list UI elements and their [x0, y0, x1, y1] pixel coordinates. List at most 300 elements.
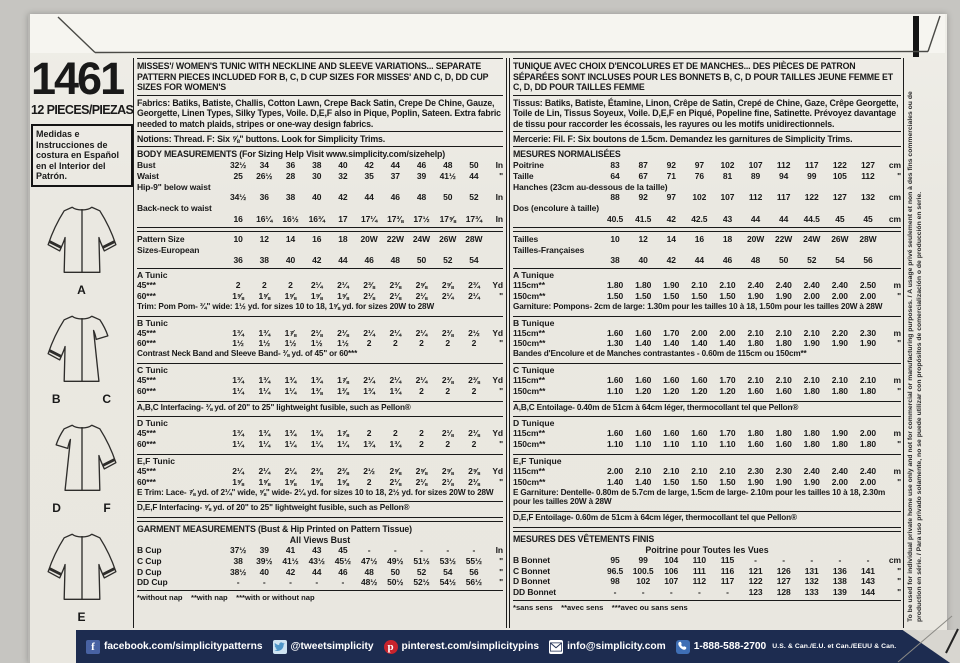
cell-value: 2.40: [803, 465, 820, 476]
cell-value: 28W: [859, 233, 877, 244]
unit-label: ": [897, 439, 901, 450]
cell-value: 139: [832, 587, 847, 598]
cell-value: [304, 245, 330, 256]
cell-value: 141: [861, 565, 875, 576]
unit-label: ": [499, 385, 503, 396]
cell-value: 47½: [360, 555, 378, 566]
cell-value: 43½: [308, 555, 325, 566]
cell-value: 122: [804, 192, 819, 203]
cell-value: 1.10: [663, 439, 680, 450]
cell-value: [826, 182, 854, 193]
cell-value: 2¼: [363, 327, 375, 338]
cell-value: 117: [720, 576, 735, 587]
cell-value: 1.80: [747, 338, 764, 349]
yardage-section: [137, 454, 503, 499]
cell-value: 2: [235, 280, 241, 291]
cell-value: [304, 182, 330, 193]
cell-value: 28: [285, 170, 296, 181]
cell-value: 112: [748, 192, 763, 203]
cell-value: 2: [419, 385, 424, 396]
section-note: A,B,C Entoilage- 0.40m de 51cm à 64cm léger, thermocollant tel que Pellon®: [513, 402, 799, 412]
cell-value: 42: [666, 213, 676, 224]
notions-text: Thread. F: Six ⅝" buttons. Look for Simplicity Trims.: [173, 134, 386, 144]
section-heading: C Tunic: [137, 364, 168, 375]
cell-value: 1⅝: [258, 290, 271, 301]
yardage-section: [137, 416, 503, 452]
cell-value: 1¾: [232, 374, 244, 385]
cell-value: 17: [338, 213, 348, 224]
cell-value: -: [754, 554, 757, 565]
table-row: [137, 375, 503, 386]
cell-value: 2.30: [747, 465, 764, 476]
cell-value: 112: [692, 576, 707, 587]
row-label: Poitrine: [513, 160, 544, 170]
cell-value: 40: [338, 160, 348, 170]
cell-value: 1⅝: [284, 476, 297, 487]
yardage-section: [513, 316, 901, 361]
cell-value: 132: [804, 576, 819, 587]
cell-value: [770, 203, 798, 214]
cell-value: 1.90: [663, 280, 680, 291]
cell-value: 1.40: [606, 476, 624, 487]
cell-value: 32½: [229, 160, 247, 170]
cell-value: -: [236, 577, 240, 588]
cell-value: 22W: [386, 233, 404, 244]
table-row: [137, 328, 503, 339]
spanish-note-box: Medidas e Instrucciones de costura en Español en el Interior del Patrón.: [31, 124, 133, 187]
cell-value: 1.20: [635, 385, 652, 396]
cell-value: 37½: [229, 544, 247, 555]
cell-value: 76: [694, 170, 704, 181]
cell-value: 102: [636, 576, 651, 587]
unit-label: In: [495, 213, 503, 224]
row-label: 45***: [137, 280, 156, 291]
cell-value: 24W: [803, 233, 821, 244]
cell-value: 52½: [413, 577, 430, 588]
cell-value: [330, 245, 356, 256]
cell-value: [435, 182, 461, 193]
cell-value: 1.30: [606, 338, 624, 349]
cell-value: [657, 245, 685, 256]
cell-value: 2.40: [747, 280, 764, 291]
cell-value: 138: [832, 576, 847, 587]
cell-value: 56½: [465, 577, 483, 588]
cell-value: 54: [835, 255, 845, 266]
row-label: 45***: [137, 465, 156, 476]
cell-value: -: [697, 587, 701, 598]
cell-value: 1¾: [258, 374, 271, 385]
cell-value: 2: [366, 476, 372, 487]
cell-value: 41.5: [635, 213, 652, 224]
cell-value: 2⅛: [389, 476, 402, 487]
row-label: 115cm**: [513, 280, 545, 291]
table-row: [513, 587, 901, 598]
cell-value: 1.60: [606, 327, 624, 338]
table-row: [137, 386, 503, 397]
tissus-text: Batiks, Batiste, Étamine, Linon, Crêpe de Satin, Crepé de Chine, Gaze, Crêpe Georgette, Toile de Lin, Tissus Soyeux, Voile. D,E,F en Piqué, Popeline fine, Satinette. Prévoyez davantage de tissu pour raccorder les écossais, les rayures ou les motifs unidirectionnels.: [513, 97, 899, 129]
cell-value: 2¼: [389, 374, 402, 385]
cell-value: 2¼: [363, 374, 375, 385]
cell-value: -: [472, 544, 476, 555]
cell-value: 22W: [775, 233, 793, 244]
cell-value: 1¼: [284, 439, 297, 450]
cell-value: 38: [285, 192, 296, 203]
row-label: 45***: [137, 327, 156, 338]
divider: [903, 58, 904, 628]
cell-value: 40: [285, 255, 296, 266]
cell-value: 48: [416, 192, 427, 203]
cell-value: [461, 182, 487, 193]
row-label: 45***: [137, 374, 156, 385]
cell-value: 2⅛: [415, 290, 428, 301]
cell-value: 40: [312, 192, 322, 203]
cell-value: 1.10: [606, 385, 624, 396]
cell-value: 38: [233, 555, 243, 566]
row-label: 115cm**: [513, 374, 545, 385]
cell-value: [251, 203, 277, 214]
cell-value: [601, 245, 629, 256]
table-row: [513, 255, 901, 266]
cell-value: 1⅝: [337, 476, 349, 487]
cell-value: 133: [804, 587, 819, 598]
cell-value: 44: [390, 160, 400, 170]
row-label: DD Bonnet: [513, 587, 557, 598]
cell-value: 2.10: [775, 374, 792, 385]
cell-value: 2.40: [775, 280, 792, 291]
cell-value: 117: [776, 192, 791, 203]
cell-value: 104: [664, 554, 679, 565]
cell-value: [330, 182, 356, 193]
cell-value: 1.50: [663, 476, 680, 487]
divider: [513, 146, 901, 147]
cell-value: 20W: [360, 233, 378, 244]
cell-value: 26½: [256, 170, 273, 181]
row-label: C Bonnet: [513, 565, 550, 576]
cell-value: 1.80: [803, 428, 820, 439]
unit-label: Yd: [492, 280, 503, 291]
french-column: [513, 58, 901, 620]
cell-value: 132: [861, 192, 875, 203]
cell-value: [854, 203, 882, 214]
cell-value: 2.30: [775, 465, 792, 476]
cell-value: 1¼: [232, 385, 244, 396]
view-label: F: [103, 500, 111, 515]
row-label: 115cm**: [513, 465, 545, 476]
cell-value: 17¼: [360, 213, 378, 224]
unit-label: [487, 234, 503, 245]
contact-bar: [76, 630, 960, 663]
tunic-view-e-drawing: [31, 528, 132, 623]
cell-value: 54½: [439, 577, 456, 588]
unit-label: ": [897, 290, 901, 301]
footer-twitter-text: @tweetsimplicity: [290, 641, 374, 652]
cell-value: 45: [863, 213, 873, 224]
cell-value: 1.50: [606, 290, 624, 301]
cell-value: 1⅝: [284, 290, 297, 301]
section-note: Contrast Neck Band and Sleeve Band- ⅜ yd. of 45" or 60***: [137, 349, 358, 359]
cell-value: 34: [259, 160, 269, 170]
unit-label: [882, 203, 901, 214]
cell-value: 2.40: [831, 465, 848, 476]
twitter-icon: [273, 640, 287, 654]
row-label: 60***: [137, 439, 156, 450]
yardage-section: [137, 268, 503, 313]
cell-value: 53½: [439, 555, 456, 566]
cell-value: [408, 245, 434, 256]
footer-pinterest: [384, 640, 540, 654]
cell-value: 1.10: [691, 439, 708, 450]
cell-value: [408, 203, 434, 214]
mercerie-label: Mercerie:: [513, 134, 551, 144]
cell-value: 50½: [387, 577, 404, 588]
vetements-finis-table: [513, 555, 901, 598]
cell-value: 1.40: [663, 338, 680, 349]
cell-value: 54: [469, 255, 479, 266]
footer-pinterest-text: pinterest.com/simplicitypins: [401, 641, 540, 652]
cell-value: 2⅝: [468, 465, 480, 476]
row-label: 150cm**: [513, 290, 546, 301]
row-label: Tailles: [513, 233, 539, 244]
cell-value: 2⅝: [415, 465, 428, 476]
footer-facebook-text: facebook.com/simplicitypatterns: [104, 641, 263, 652]
cell-value: 16: [312, 233, 322, 244]
cell-value: -: [420, 544, 423, 555]
row-label: Pattern Size: [137, 233, 185, 244]
garment-measurements-subtitle: All Views Bust: [289, 534, 351, 545]
unit-label: m: [893, 374, 901, 385]
cell-value: [461, 245, 487, 256]
cell-value: 2¼: [415, 327, 428, 338]
cell-value: -: [262, 577, 266, 588]
divider: [137, 227, 503, 232]
cell-value: 2⅜: [337, 465, 349, 476]
cell-value: 14: [666, 233, 676, 244]
table-row: [137, 567, 503, 578]
cell-value: [277, 245, 303, 256]
section-heading: A Tunique: [513, 270, 555, 281]
cell-value: 2⅜: [389, 280, 402, 291]
cell-value: 42: [338, 192, 348, 203]
yardage-section: [513, 416, 901, 452]
cell-value: [854, 182, 882, 193]
cell-value: 50: [779, 255, 789, 266]
cell-value: 98: [610, 576, 620, 587]
cell-value: -: [341, 577, 345, 588]
cell-value: 17⅝: [439, 213, 456, 224]
cell-value: 2: [419, 428, 424, 439]
divider: [137, 95, 503, 96]
cell-value: 97: [666, 192, 676, 203]
cell-value: 1.60: [747, 439, 764, 450]
cell-value: 1⅞: [284, 327, 297, 338]
unit-label: [487, 182, 503, 193]
table-row: [513, 477, 901, 488]
cell-value: 1.90: [747, 476, 764, 487]
cell-value: 92: [666, 160, 676, 170]
table-row: [137, 477, 503, 488]
cell-value: 44: [750, 213, 761, 224]
cell-value: 2: [366, 338, 372, 349]
cell-value: 49½: [387, 555, 404, 566]
cell-value: 2⅛: [468, 476, 480, 487]
cell-value: 2.10: [719, 280, 736, 291]
cell-value: 2¼: [284, 465, 297, 476]
cell-value: [356, 182, 382, 193]
cell-value: 1⅝: [310, 290, 323, 301]
cell-value: 1¾: [232, 327, 244, 338]
unit-label: ": [897, 170, 901, 181]
cell-value: 48: [750, 255, 761, 266]
cell-value: 32: [338, 170, 348, 181]
cell-value: 2¾: [468, 280, 480, 291]
nap-footnote: *without nap **with nap ***with or without nap: [137, 593, 315, 603]
cell-value: 2: [392, 428, 398, 439]
cell-value: 2: [366, 428, 372, 439]
cell-value: 46: [364, 255, 374, 266]
unit-label: m: [893, 327, 901, 338]
row-label: [137, 192, 225, 203]
cell-value: 1¼: [258, 385, 271, 396]
cell-value: 1¼: [310, 439, 323, 450]
cell-value: 115: [720, 554, 735, 565]
cell-value: 41½: [282, 555, 299, 566]
cell-value: 99: [807, 170, 817, 181]
cell-value: 2.10: [747, 374, 764, 385]
cell-value: 12: [638, 233, 648, 244]
cell-value: [277, 203, 303, 214]
pattern-size-table: [137, 234, 503, 266]
row-label: 150cm**: [513, 338, 546, 349]
cell-value: 2.10: [747, 327, 764, 338]
divider: [137, 58, 503, 59]
cell-value: 20W: [746, 233, 765, 244]
cell-value: 112: [776, 160, 791, 170]
table-row: [137, 545, 503, 556]
yardage-section: [513, 268, 901, 313]
vetements-finis-subtitle: Poitrine pour Toutes les Vues: [645, 544, 769, 555]
cell-value: [408, 182, 434, 193]
cell-value: 2¼: [337, 280, 349, 291]
tailles-table: [513, 234, 901, 266]
table-row: [513, 386, 901, 397]
french-title: TUNIQUE AVEC CHOIX D'ENCOLURES ET DE MANCHES... DES PIÈCES DE PATRON SÉPARÉES SONT INCLUSES POUR LES BONNETS B, C, D POUR TAILLES JEUNE FEMME ET C, D, DD POUR TAILLES FEMME: [513, 61, 893, 93]
cell-value: 39: [416, 170, 427, 181]
row-label: Bust: [137, 160, 156, 170]
cell-value: 1⅝: [337, 290, 349, 301]
yardage-section: [513, 511, 901, 525]
cell-value: [382, 182, 408, 193]
unit-label: ": [499, 577, 503, 588]
cell-value: 10: [233, 233, 243, 244]
table-row: [513, 375, 901, 386]
cell-value: -: [838, 554, 842, 565]
cell-value: 1.90: [859, 338, 877, 349]
cell-value: 1¼: [258, 439, 271, 450]
tunic-view-bc-drawing: [31, 310, 132, 405]
cell-value: 1.90: [831, 338, 848, 349]
facebook-icon: f: [86, 640, 100, 654]
cell-value: [657, 182, 685, 193]
cell-value: 2¼: [415, 374, 428, 385]
cell-value: 127: [776, 576, 791, 587]
row-label: DD Cup: [137, 577, 168, 588]
cell-value: 2⅜: [363, 280, 375, 291]
cell-value: 14: [285, 233, 296, 244]
cell-value: 44.5: [803, 213, 820, 224]
cell-value: 24W: [412, 233, 431, 244]
cell-value: 2.00: [606, 465, 624, 476]
unit-label: ": [897, 587, 901, 598]
cell-value: 37: [390, 170, 400, 181]
table-row: [137, 203, 503, 214]
cell-value: 45: [338, 544, 348, 555]
cell-value: 42: [666, 255, 676, 266]
cell-value: 2.00: [859, 428, 877, 439]
cell-value: 1.80: [775, 428, 792, 439]
cell-value: 116: [720, 565, 735, 576]
row-label: B Bonnet: [513, 554, 550, 565]
divider: [137, 131, 503, 132]
cell-value: 143: [861, 576, 875, 587]
cell-value: 1.20: [719, 385, 736, 396]
cell-value: 16: [694, 233, 704, 244]
cell-value: 2.00: [859, 290, 877, 301]
cell-value: 38: [312, 160, 322, 170]
cell-value: 2.10: [719, 465, 736, 476]
table-row: [513, 245, 901, 256]
row-label: Hip-9" below waist: [137, 181, 211, 192]
view-label: C: [102, 391, 112, 406]
cell-value: 1.60: [635, 327, 652, 338]
table-row: [137, 182, 503, 193]
cell-value: 52: [469, 192, 479, 203]
yardage-sections: [137, 268, 503, 515]
cell-value: -: [393, 544, 397, 555]
cell-value: 54: [443, 566, 453, 577]
cell-value: 1.80: [803, 439, 820, 450]
unit-label: In: [495, 544, 503, 555]
row-label: [513, 255, 601, 266]
cell-value: 2.40: [803, 280, 820, 291]
cell-value: [251, 182, 277, 193]
cell-value: [742, 182, 770, 193]
footer-email-text: info@simplicity.com: [567, 641, 666, 652]
cell-value: 107: [720, 192, 735, 203]
cell-value: 102: [692, 192, 707, 203]
divider: [513, 131, 901, 132]
cell-value: 39: [259, 544, 269, 555]
cell-value: 105: [832, 170, 847, 181]
cell-value: 126: [776, 565, 791, 576]
cell-value: 48½: [360, 577, 378, 588]
cell-value: 1⅞: [337, 428, 349, 439]
cell-value: 2⅛: [389, 290, 402, 301]
cell-value: [713, 245, 741, 256]
cell-value: 136: [832, 565, 847, 576]
unit-label: ": [499, 555, 503, 566]
cell-value: -: [367, 544, 371, 555]
cell-value: 1.60: [606, 428, 624, 439]
cell-value: 36: [259, 192, 269, 203]
cell-value: 39½: [256, 555, 273, 566]
section-heading: B Tunique: [513, 317, 555, 328]
unit-label: Yd: [492, 428, 503, 439]
cell-value: [798, 182, 826, 193]
print-registration-mark: [913, 16, 919, 57]
row-label: [137, 255, 225, 266]
divider: [506, 58, 507, 628]
table-row: [513, 280, 901, 291]
